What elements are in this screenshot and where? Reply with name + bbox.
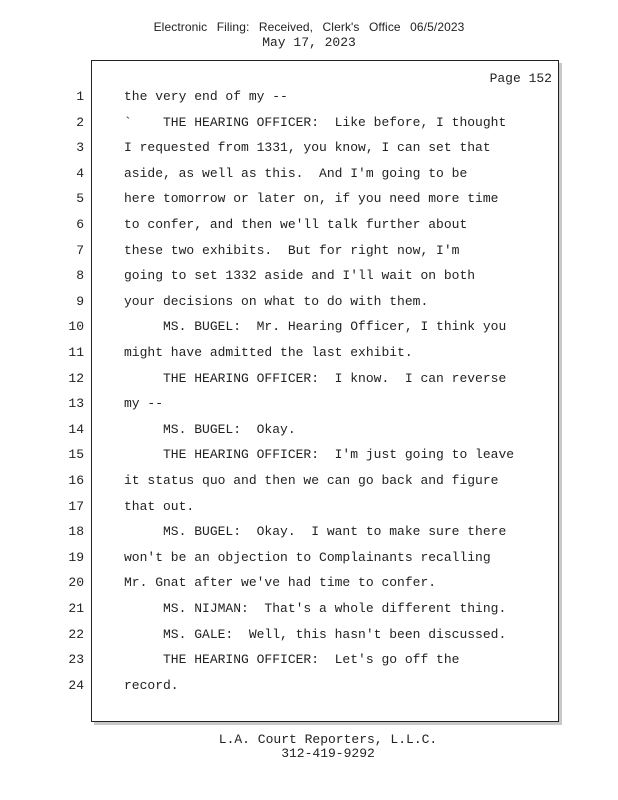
transcript-line bbox=[0, 89, 560, 109]
line-number: 15 bbox=[68, 447, 84, 463]
transcript-date: May 17, 2023 bbox=[262, 35, 356, 50]
transcript-line bbox=[0, 115, 560, 135]
line-text: your decisions on what to do with them. bbox=[124, 293, 429, 309]
line-text: THE HEARING OFFICER: I'm just going to leave bbox=[124, 447, 515, 463]
transcript-line bbox=[0, 217, 560, 237]
line-text: MS. BUGEL: Okay. I want to make sure there bbox=[124, 524, 507, 540]
transcript-line bbox=[0, 396, 560, 416]
line-number: 21 bbox=[68, 601, 84, 616]
transcript-line bbox=[0, 575, 560, 595]
transcript-line bbox=[0, 601, 560, 621]
line-number: 13 bbox=[68, 396, 84, 412]
line-text: aside, as well as this. And I'm going to be bbox=[124, 165, 468, 181]
line-text: it status quo and then we can go back and figure bbox=[124, 473, 499, 488]
transcript-line bbox=[0, 447, 560, 467]
line-text: I requested from 1331, you know, I can set that bbox=[124, 140, 491, 156]
line-number: 23 bbox=[68, 652, 84, 668]
line-text: MS. NIJMAN: That's a whole different thing. bbox=[124, 601, 507, 616]
line-number: 22 bbox=[68, 626, 84, 642]
line-number: 16 bbox=[68, 473, 84, 488]
transcript-line bbox=[0, 524, 560, 544]
line-number: 7 bbox=[76, 242, 84, 258]
line-number: 12 bbox=[68, 370, 84, 386]
filing-stamp: Electronic Filing: Received, Clerk's Office 06/5/2023 bbox=[153, 20, 465, 34]
line-number: 17 bbox=[68, 498, 84, 514]
line-text: THE HEARING OFFICER: I know. I can reverse bbox=[124, 370, 507, 386]
reporter-phone: 312-419-9292 bbox=[281, 746, 375, 761]
line-number: 2 bbox=[76, 114, 84, 130]
line-text: won't be an objection to Complainants recalling bbox=[124, 549, 491, 565]
line-number: 18 bbox=[68, 524, 84, 540]
line-text: to confer, and then we'll talk further about bbox=[124, 217, 468, 232]
line-text: here tomorrow or later on, if you need more time bbox=[124, 191, 499, 207]
transcript-line bbox=[0, 422, 560, 442]
transcript-line bbox=[0, 550, 560, 570]
transcript-line bbox=[0, 319, 560, 339]
transcript-line bbox=[0, 345, 560, 365]
line-number: 14 bbox=[68, 421, 84, 437]
line-number: 8 bbox=[76, 268, 84, 284]
line-number: 9 bbox=[76, 293, 84, 309]
line-number: 10 bbox=[68, 319, 84, 335]
line-number: 1 bbox=[76, 89, 84, 104]
line-text: that out. bbox=[124, 498, 195, 514]
transcript-line bbox=[0, 627, 560, 647]
transcript-line bbox=[0, 294, 560, 314]
line-number: 3 bbox=[76, 140, 84, 156]
line-text: MS. BUGEL: Mr. Hearing Officer, I think you bbox=[124, 319, 507, 335]
transcript-line bbox=[0, 473, 560, 493]
line-number: 5 bbox=[76, 191, 84, 207]
line-text: my -- bbox=[124, 396, 164, 412]
transcript-line bbox=[0, 166, 560, 186]
line-number: 6 bbox=[76, 217, 84, 232]
line-text: Mr. Gnat after we've had time to confer. bbox=[124, 575, 437, 591]
line-text: MS. GALE: Well, this hasn't been discussed. bbox=[124, 626, 507, 642]
line-text: record. bbox=[124, 677, 179, 693]
line-text: THE HEARING OFFICER: Let's go off the bbox=[124, 652, 460, 668]
line-text: going to set 1332 aside and I'll wait on both bbox=[124, 268, 476, 284]
transcript-line bbox=[0, 678, 560, 698]
transcript-line bbox=[0, 268, 560, 288]
line-number: 24 bbox=[68, 677, 84, 693]
line-text: ` THE HEARING OFFICER: Like before, I thought bbox=[124, 114, 507, 130]
line-text: MS. BUGEL: Okay. bbox=[124, 421, 296, 437]
transcript-line bbox=[0, 652, 560, 672]
transcript-line bbox=[0, 191, 560, 211]
page-number: Page 152 bbox=[489, 71, 552, 86]
line-number: 4 bbox=[76, 165, 84, 181]
reporter-company: L.A. Court Reporters, L.L.C. bbox=[218, 732, 438, 747]
line-text: might have admitted the last exhibit. bbox=[124, 345, 413, 360]
line-text: these two exhibits. But for right now, I'm bbox=[124, 242, 460, 258]
line-number: 11 bbox=[68, 345, 84, 360]
transcript-line bbox=[0, 371, 560, 391]
transcript-line bbox=[0, 499, 560, 519]
line-number: 19 bbox=[68, 549, 84, 565]
transcript-line bbox=[0, 140, 560, 160]
line-number: 20 bbox=[68, 575, 84, 591]
transcript-line bbox=[0, 243, 560, 263]
line-text: the very end of my -- bbox=[124, 89, 288, 104]
